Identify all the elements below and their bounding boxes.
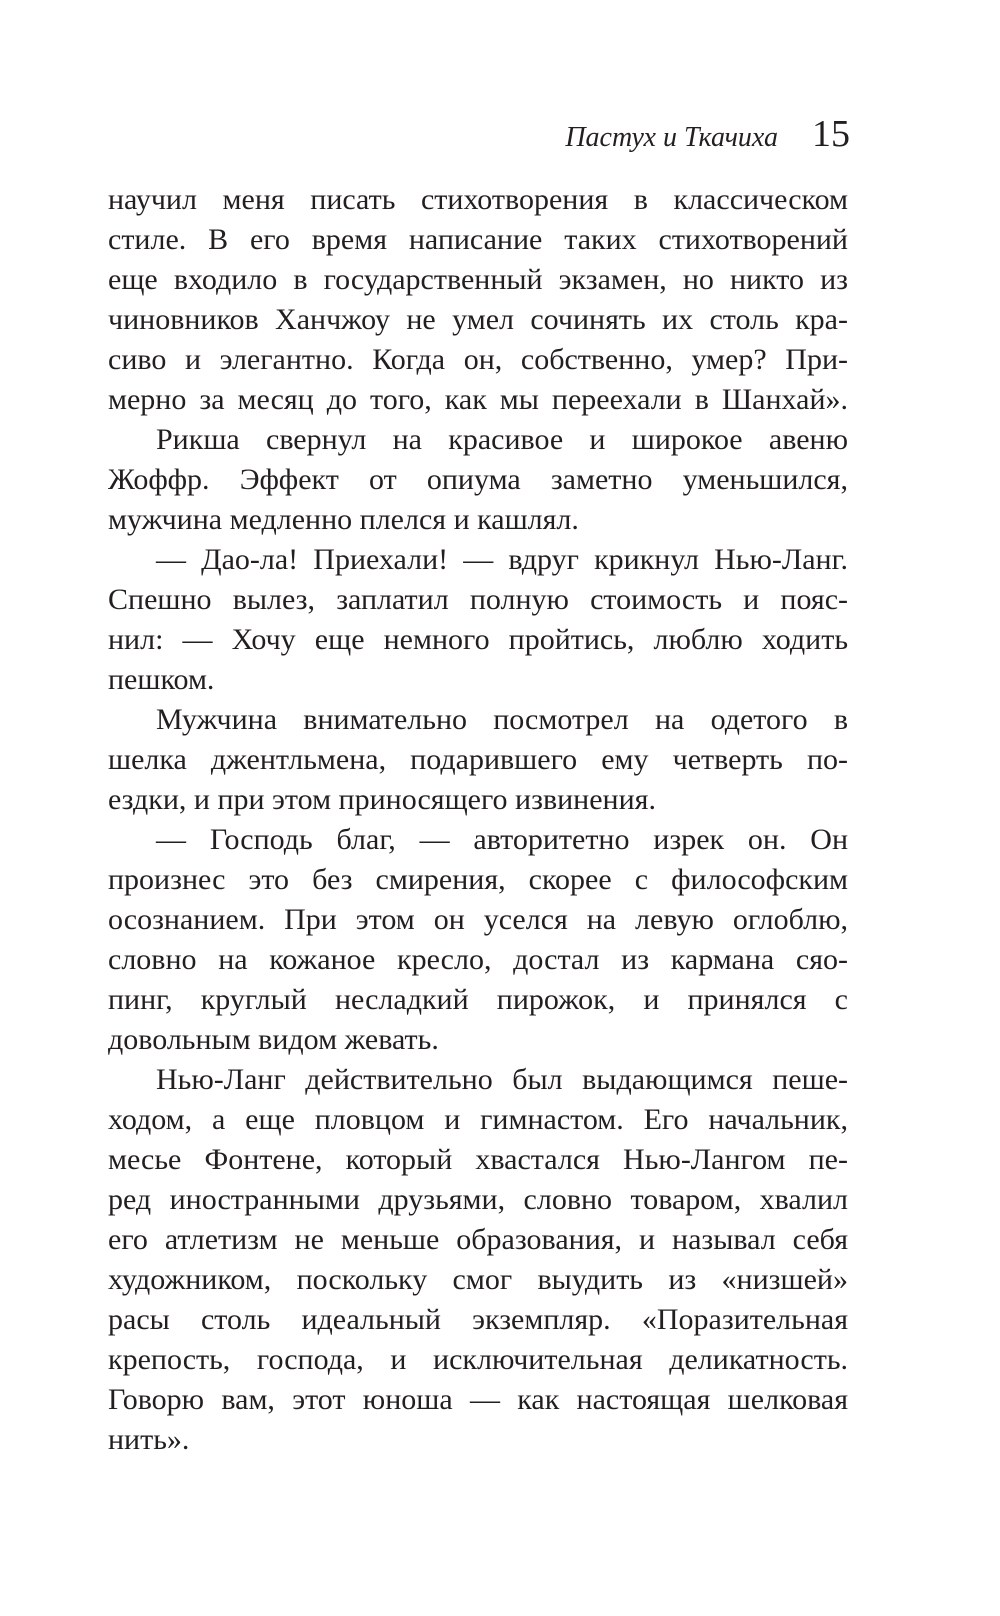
text-line: расы столь идеальный экземпляр. «Поразительная (108, 1303, 848, 1336)
text-line: Мужчина внимательно посмотрел на одетого в (156, 703, 848, 736)
text-line: месье Фонтене, который хвастался Нью-Лангом пе- (108, 1143, 848, 1176)
text-line: пешком. (108, 663, 215, 696)
text-line: мерно за месяц до того, как мы переехали в Шанхай». (108, 383, 848, 416)
text-line: стиле. В его время написание таких стихотворений (108, 223, 848, 256)
text-line: художником, поскольку смог выудить из «низшей» (108, 1263, 848, 1296)
text-line: словно на кожаное кресло, достал из кармана сяо- (108, 943, 848, 976)
text-line: еще входило в государственный экзамен, но никто из (108, 263, 848, 296)
text-line: — Дао-ла! Приехали! — вдруг крикнул Нью-Ланг. (156, 543, 848, 576)
text-line: ездки, и при этом приносящего извинения. (108, 783, 656, 816)
text-line: довольным видом жевать. (108, 1023, 439, 1056)
text-line: Рикша свернул на красивое и широкое авеню (156, 423, 848, 456)
text-line: Жоффр. Эффект от опиума заметно уменьшился, (108, 463, 848, 496)
text-line: осознанием. При этом он уселся на левую оглоблю, (108, 903, 848, 936)
body-text (108, 180, 848, 1460)
running-head (565, 112, 850, 156)
text-line: Нью-Ланг действительно был выдающимся пеше- (156, 1063, 848, 1096)
text-line: мужчина медленно плелся и кашлял. (108, 503, 579, 536)
text-line: ходом, а еще пловцом и гимнастом. Его начальник, (108, 1103, 848, 1136)
text-line: крепость, господа, и исключительная деликатность. (108, 1343, 848, 1376)
text-line: нил: — Хочу еще немного пройтись, люблю ходить (108, 623, 848, 656)
text-line: ред иностранными друзьями, словно товаром, хвалил (108, 1183, 848, 1216)
text-line: его атлетизм не меньше образования, и называл себя (108, 1223, 848, 1256)
text-line: чиновников Ханчжоу не умел сочинять их столь кра- (108, 303, 848, 336)
text-line: произнес это без смирения, скорее с философским (108, 863, 848, 896)
text-line: Спешно вылез, заплатил полную стоимость и пояс- (108, 583, 848, 616)
text-line: Говорю вам, этот юноша — как настоящая шелковая (108, 1383, 848, 1416)
text-line: шелка джентльмена, подарившего ему четверть по- (108, 743, 848, 776)
text-line: пинг, круглый несладкий пирожок, и принялся с (108, 983, 848, 1016)
text-line: — Господь благ, — авторитетно изрек он. Он (156, 823, 848, 856)
text-line: научил меня писать стихотворения в классическом (108, 183, 848, 216)
text-line: нить». (108, 1423, 190, 1456)
running-title: Пастух и Ткачиха (565, 122, 778, 153)
page-number: 15 (812, 113, 850, 155)
text-line: сиво и элегантно. Когда он, собственно, умер? При- (108, 343, 848, 376)
